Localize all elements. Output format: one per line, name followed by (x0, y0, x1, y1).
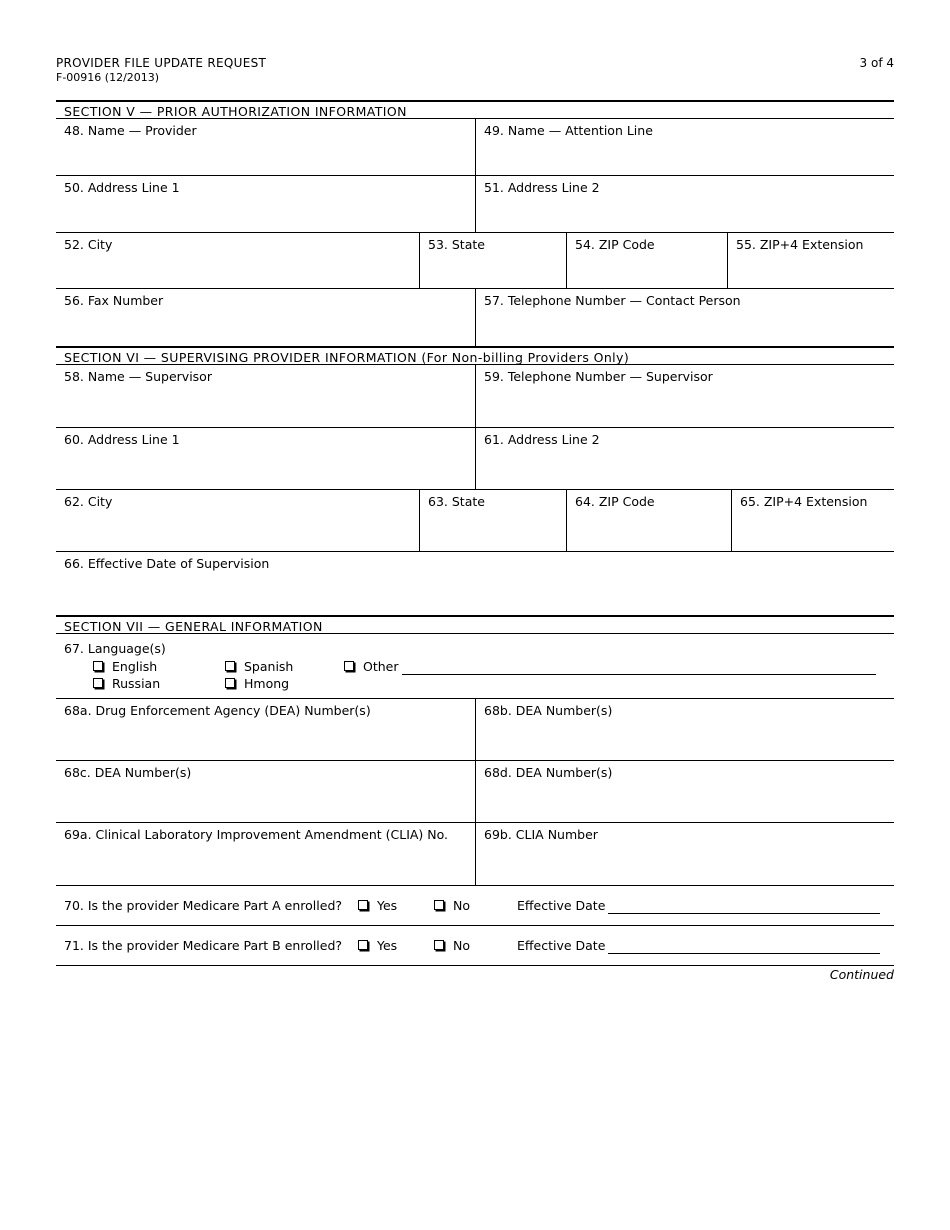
field-55-zip4[interactable] (727, 233, 894, 288)
field-56-fax[interactable] (56, 289, 475, 346)
field-69b-label: 69b. CLIA Number (484, 827, 598, 842)
field-68a-dea[interactable] (56, 699, 475, 760)
part-a-effective-date-input[interactable] (608, 913, 880, 914)
part-b-no-checkbox[interactable] (434, 938, 470, 953)
field-60-label: 60. Address Line 1 (64, 432, 180, 447)
part-b-yes-checkbox[interactable] (358, 938, 397, 953)
row-56-57 (56, 289, 894, 346)
language-english-label: English (112, 659, 158, 674)
field-48-provider-name[interactable] (56, 119, 475, 175)
field-62-label: 62. City (64, 494, 113, 509)
field-66-effective-date[interactable] (56, 552, 894, 615)
field-61-address-2[interactable] (475, 428, 894, 489)
field-54-zip[interactable] (566, 233, 727, 288)
field-70-label: 70. Is the provider Medicare Part A enrolled? (64, 898, 343, 913)
field-49-attention-line[interactable] (475, 119, 894, 175)
field-50-address-1[interactable] (56, 176, 475, 232)
form-body (56, 100, 894, 986)
row-69a-69b (56, 823, 894, 886)
field-69a-clia[interactable] (56, 823, 475, 885)
part-b-effective-date-input[interactable] (608, 953, 880, 954)
part-b-effective-date-label: Effective Date (517, 938, 606, 953)
checkbox-icon (93, 678, 103, 688)
language-spanish-label: Spanish (244, 659, 294, 674)
field-53-label: 53. State (428, 237, 485, 252)
field-71-medicare-part-b (56, 926, 894, 966)
field-51-label: 51. Address Line 2 (484, 180, 600, 195)
page-number: 3 of 4 (859, 56, 894, 70)
part-b-yes-label: Yes (377, 938, 398, 953)
part-b-no-label: No (453, 938, 470, 953)
row-66 (56, 552, 894, 615)
field-60-address-1[interactable] (56, 428, 475, 489)
language-russian-label: Russian (112, 676, 161, 691)
checkbox-icon (344, 661, 354, 671)
row-50-51 (56, 176, 894, 233)
field-67-languages (56, 634, 894, 699)
field-58-supervisor-name[interactable] (56, 365, 475, 427)
language-hmong-label: Hmong (244, 676, 290, 691)
part-a-yes-checkbox[interactable] (358, 898, 397, 913)
checkbox-icon (93, 661, 103, 671)
row-62-65 (56, 490, 894, 552)
field-59-supervisor-phone[interactable] (475, 365, 894, 427)
language-other-input-line[interactable] (402, 674, 876, 675)
field-51-address-2[interactable] (475, 176, 894, 232)
field-67-label: 67. Language(s) (64, 641, 166, 656)
section-v-header: SECTION V — PRIOR AUTHORIZATION INFORMATION (56, 100, 894, 119)
field-66-label: 66. Effective Date of Supervision (64, 556, 270, 571)
field-65-label: 65. ZIP+4 Extension (740, 494, 868, 509)
field-55-label: 55. ZIP+4 Extension (736, 237, 864, 252)
row-68c-68d (56, 761, 894, 823)
part-a-yes-label: Yes (377, 898, 398, 913)
page-header-title: PROVIDER FILE UPDATE REQUEST (56, 56, 267, 70)
section-vii-header: SECTION VII — GENERAL INFORMATION (56, 615, 894, 634)
field-54-label: 54. ZIP Code (575, 237, 655, 252)
field-58-label: 58. Name — Supervisor (64, 369, 212, 384)
field-59-label: 59. Telephone Number — Supervisor (484, 369, 713, 384)
field-64-label: 64. ZIP Code (575, 494, 655, 509)
field-52-city[interactable] (56, 233, 419, 288)
checkbox-icon (434, 940, 444, 950)
field-50-label: 50. Address Line 1 (64, 180, 180, 195)
row-58-59 (56, 365, 894, 428)
field-61-label: 61. Address Line 2 (484, 432, 600, 447)
field-53-state[interactable] (419, 233, 566, 288)
field-57-contact-phone[interactable] (475, 289, 894, 346)
field-48-label: 48. Name — Provider (64, 123, 197, 138)
field-56-label: 56. Fax Number (64, 293, 164, 308)
checkbox-icon (434, 900, 444, 910)
part-a-effective-date-label: Effective Date (517, 898, 606, 913)
field-65-zip4[interactable] (731, 490, 894, 551)
field-63-label: 63. State (428, 494, 485, 509)
language-hmong-checkbox[interactable] (225, 676, 289, 691)
field-57-label: 57. Telephone Number — Contact Person (484, 293, 741, 308)
language-other-checkbox[interactable] (344, 659, 399, 674)
field-68c-dea[interactable] (56, 761, 475, 822)
field-52-label: 52. City (64, 237, 113, 252)
row-52-55 (56, 233, 894, 289)
part-a-no-checkbox[interactable] (434, 898, 470, 913)
language-spanish-checkbox[interactable] (225, 659, 293, 674)
section-vi-header: SECTION VI — SUPERVISING PROVIDER INFORMATION (For Non-billing Providers Only) (56, 346, 894, 365)
row-68a-68b (56, 699, 894, 761)
form-code: F-00916 (12/2013) (56, 71, 160, 84)
row-60-61 (56, 428, 894, 490)
field-71-label: 71. Is the provider Medicare Part B enrolled? (64, 938, 343, 953)
field-64-zip[interactable] (566, 490, 731, 551)
field-68a-label: 68a. Drug Enforcement Agency (DEA) Number(s) (64, 703, 371, 718)
field-68b-label: 68b. DEA Number(s) (484, 703, 613, 718)
field-68b-dea[interactable] (475, 699, 894, 760)
part-a-no-label: No (453, 898, 470, 913)
row-48-49 (56, 119, 894, 176)
checkbox-icon (358, 900, 368, 910)
field-69b-clia[interactable] (475, 823, 894, 885)
field-69a-label: 69a. Clinical Laboratory Improvement Amendment (CLIA) No. (64, 827, 449, 842)
language-russian-checkbox[interactable] (93, 676, 160, 691)
language-other-label: Other (363, 659, 399, 674)
continued-note: Continued (829, 967, 894, 982)
checkbox-icon (225, 678, 235, 688)
language-english-checkbox[interactable] (93, 659, 157, 674)
field-70-medicare-part-a (56, 886, 894, 926)
field-68d-label: 68d. DEA Number(s) (484, 765, 613, 780)
field-63-state[interactable] (419, 490, 566, 551)
checkbox-icon (225, 661, 235, 671)
field-62-city[interactable] (56, 490, 419, 551)
field-68c-label: 68c. DEA Number(s) (64, 765, 192, 780)
checkbox-icon (358, 940, 368, 950)
field-49-label: 49. Name — Attention Line (484, 123, 653, 138)
field-68d-dea[interactable] (475, 761, 894, 822)
